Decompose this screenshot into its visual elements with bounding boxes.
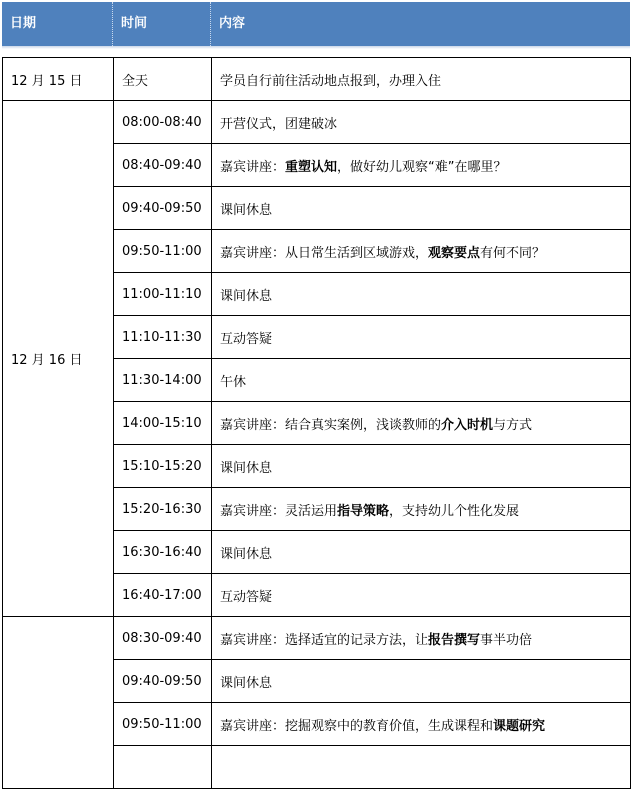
content-emphasis: 重塑认知	[285, 159, 338, 175]
content-text: 与方式	[493, 417, 533, 433]
content-emphasis: 介入时机	[441, 417, 494, 433]
time-cell: 08:00-08:40	[114, 101, 212, 144]
table-row	[3, 617, 631, 660]
content-text: 有何不同？	[480, 245, 546, 261]
content-cell	[212, 58, 631, 101]
content-text: ，做好幼儿观察“难”在哪里？	[337, 159, 507, 175]
content-text: 课间休息	[220, 675, 273, 691]
table-row	[3, 58, 631, 101]
time-cell: 08:40-09:40	[114, 144, 212, 187]
content-text: 事半功倍	[480, 632, 533, 648]
header-shadow	[2, 46, 630, 49]
table-row	[3, 101, 631, 144]
time-cell: 09:50-11:00	[114, 230, 212, 273]
time-cell: 14:00-15:10	[114, 402, 212, 445]
content-cell	[212, 617, 631, 660]
content-cell	[212, 703, 631, 746]
header-time: 时间	[113, 2, 211, 46]
time-cell: 09:40-09:50	[114, 187, 212, 230]
content-emphasis: 指导策略	[337, 503, 390, 519]
header-date: 日期	[2, 2, 113, 46]
time-cell: 09:40-09:50	[114, 660, 212, 703]
time-cell: 09:50-11:00	[114, 703, 212, 746]
time-cell: 16:30-16:40	[114, 531, 212, 574]
content-emphasis: 课题研究	[493, 718, 546, 734]
table-header	[2, 2, 630, 46]
content-text: 开营仪式，团建破冰	[220, 116, 338, 132]
schedule-table	[2, 57, 631, 789]
content-text: 嘉宾讲座：挖掘观察中的教育价值，生成课程和	[220, 718, 494, 734]
content-cell	[212, 316, 631, 359]
content-text: 课间休息	[220, 288, 273, 304]
content-text: 课间休息	[220, 202, 273, 218]
content-cell	[212, 273, 631, 316]
time-cell: 11:30-14:00	[114, 359, 212, 402]
header-content: 内容	[219, 16, 246, 31]
time-cell: 15:10-15:20	[114, 445, 212, 488]
content-text: 嘉宾讲座：选择适宜的记录方法，让	[220, 632, 429, 648]
content-text: 嘉宾讲座：从日常生活到区域游戏，	[220, 245, 429, 261]
content-cell	[212, 445, 631, 488]
content-cell	[212, 660, 631, 703]
content-cell	[212, 488, 631, 531]
time-cell: 11:00-11:10	[114, 273, 212, 316]
schedule-body	[3, 58, 631, 789]
content-cell	[212, 531, 631, 574]
content-emphasis: 观察要点	[428, 245, 481, 261]
time-cell: 15:20-16:30	[114, 488, 212, 531]
date-cell: 12 月 15 日	[3, 58, 114, 101]
content-cell	[212, 187, 631, 230]
time-cell: 08:30-09:40	[114, 617, 212, 660]
content-text: 互动答疑	[220, 589, 273, 605]
content-text: 嘉宾讲座：灵活运用	[220, 503, 338, 519]
content-cell	[212, 144, 631, 187]
content-cell	[212, 574, 631, 617]
content-text: 午休	[220, 374, 247, 390]
content-emphasis: 报告撰写	[428, 632, 481, 648]
time-cell	[114, 746, 212, 789]
date-cell	[3, 617, 114, 789]
time-cell: 11:10-11:30	[114, 316, 212, 359]
content-cell	[212, 359, 631, 402]
content-text: 嘉宾讲座：	[220, 159, 286, 175]
time-cell: 全天	[114, 58, 212, 101]
content-text: 学员自行前往活动地点报到，办理入住	[220, 73, 442, 89]
content-text: 课间休息	[220, 546, 273, 562]
content-cell	[212, 101, 631, 144]
content-text: 嘉宾讲座：结合真实案例，浅谈教师的	[220, 417, 442, 433]
date-cell: 12 月 16 日	[3, 101, 114, 617]
content-text: 互动答疑	[220, 331, 273, 347]
time-cell: 16:40-17:00	[114, 574, 212, 617]
content-text: ，支持幼儿个性化发展	[389, 503, 520, 519]
content-cell	[212, 402, 631, 445]
content-text: 课间休息	[220, 460, 273, 476]
content-cell	[212, 746, 631, 789]
content-cell	[212, 230, 631, 273]
